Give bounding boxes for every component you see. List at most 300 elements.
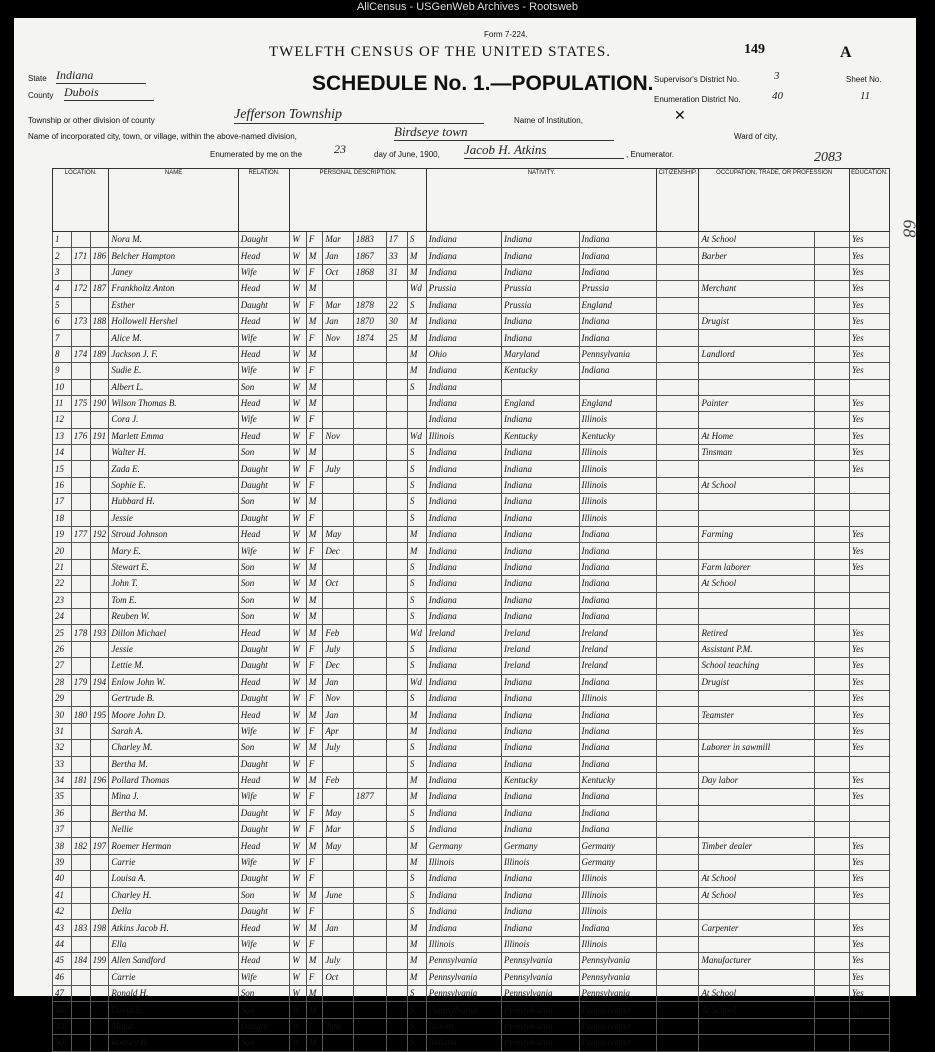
birth-month [323, 756, 354, 772]
citizenship [657, 608, 699, 624]
color: W [290, 461, 306, 477]
table-row [53, 395, 890, 411]
father-birthplace: Germany [501, 838, 579, 854]
marital-status: S [407, 641, 426, 657]
color: W [290, 363, 306, 379]
occupation: Drugist [699, 674, 814, 690]
relation: Son [238, 608, 290, 624]
marital-status: S [407, 445, 426, 461]
birth-year [353, 559, 386, 575]
relation: Daught [238, 461, 290, 477]
row-number: 35 [53, 789, 72, 805]
occupation-months [814, 608, 849, 624]
table-row [53, 543, 890, 559]
marital-status: S [407, 904, 426, 920]
occupation [699, 805, 814, 821]
sex: M [306, 608, 322, 624]
citizenship [657, 969, 699, 985]
father-birthplace: Pennsylvania [501, 953, 579, 969]
birthplace: Illinois [426, 936, 501, 952]
citizenship [657, 838, 699, 854]
birth-year [353, 887, 386, 903]
dwelling-number [71, 1035, 90, 1051]
relation: Daught [238, 1018, 290, 1034]
occupation-months [814, 723, 849, 739]
person-name: Jackson J. F. [109, 346, 238, 362]
sex: F [306, 428, 322, 444]
row-number: 6 [53, 313, 72, 329]
father-birthplace: Indiana [501, 805, 579, 821]
marital-status: S [407, 985, 426, 1001]
relation: Son [238, 592, 290, 608]
marital-status: M [407, 264, 426, 280]
mother-birthplace: Illinois [579, 871, 657, 887]
sex: M [306, 838, 322, 854]
occupation: Farming [699, 527, 814, 543]
birth-month: Nov [323, 428, 354, 444]
father-birthplace [501, 379, 579, 395]
color: W [290, 592, 306, 608]
birth-year [353, 740, 386, 756]
occupation: School teaching [699, 658, 814, 674]
state-label: State [28, 74, 47, 83]
citizenship [657, 248, 699, 264]
birthplace: Indiana [426, 789, 501, 805]
row-number: 39 [53, 854, 72, 870]
birth-year [353, 461, 386, 477]
color: W [290, 953, 306, 969]
birth-year [353, 543, 386, 559]
marital-status: M [407, 953, 426, 969]
row-number: 8 [53, 346, 72, 362]
birth-year [353, 674, 386, 690]
mother-birthplace: Indiana [579, 805, 657, 821]
age [386, 871, 407, 887]
father-birthplace: Indiana [501, 313, 579, 329]
mother-birthplace: Indiana [579, 232, 657, 248]
birthplace: Pennsylvania [426, 1002, 501, 1018]
occupation-months [814, 789, 849, 805]
table-row [53, 1002, 890, 1018]
row-number: 38 [53, 838, 72, 854]
mother-birthplace: Indiana [579, 789, 657, 805]
relation: Wife [238, 330, 290, 346]
ward-label: Ward of city, [734, 132, 778, 141]
dwelling-number [71, 1018, 90, 1034]
birthplace: Pennsylvania [426, 985, 501, 1001]
birth-year [353, 576, 386, 592]
occupation: Laborer in sawmill [699, 740, 814, 756]
person-name: Bertha M. [109, 805, 238, 821]
citizenship [657, 641, 699, 657]
citizenship [657, 264, 699, 280]
citizenship [657, 772, 699, 788]
occupation [699, 510, 814, 526]
birthplace: Indiana [426, 904, 501, 920]
mother-birthplace: Indiana [579, 264, 657, 280]
enumerator-label: , Enumerator. [626, 150, 675, 159]
row-number: 37 [53, 822, 72, 838]
family-number [90, 854, 109, 870]
mother-birthplace: Ireland [579, 625, 657, 641]
dwelling-number [71, 543, 90, 559]
dwelling-number [71, 559, 90, 575]
census-table [52, 168, 890, 1052]
age [386, 395, 407, 411]
occupation-months [814, 264, 849, 280]
occupation-months [814, 756, 849, 772]
occupation-months [814, 707, 849, 723]
father-birthplace: Pennsylvania [501, 969, 579, 985]
occupation [699, 936, 814, 952]
marital-status: S [407, 1002, 426, 1018]
person-name: Frankholtz Anton [109, 281, 238, 297]
person-name: Stroud Johnson [109, 527, 238, 543]
birth-year [353, 920, 386, 936]
birth-month: May [323, 838, 354, 854]
father-birthplace: Indiana [501, 740, 579, 756]
family-number [90, 494, 109, 510]
citizenship [657, 559, 699, 575]
age [386, 477, 407, 493]
father-birthplace: Indiana [501, 920, 579, 936]
birth-month: May [323, 527, 354, 543]
birth-month [323, 559, 354, 575]
mother-birthplace [579, 379, 657, 395]
can-read: Yes [849, 281, 889, 297]
occupation [699, 1018, 814, 1034]
marital-status: S [407, 608, 426, 624]
color: W [290, 428, 306, 444]
color: W [290, 1035, 306, 1051]
marital-status: S [407, 379, 426, 395]
person-name: Walter H. [109, 445, 238, 461]
color: W [290, 248, 306, 264]
occupation: Day labor [699, 772, 814, 788]
birth-year [353, 756, 386, 772]
family-number [90, 690, 109, 706]
row-number: 36 [53, 805, 72, 821]
education-header: EDUCATION. [849, 169, 889, 232]
birth-year [353, 838, 386, 854]
mother-birthplace: Illinois [579, 510, 657, 526]
table-row [53, 805, 890, 821]
birthplace: Indiana [426, 920, 501, 936]
person-name: Hubbard H. [109, 494, 238, 510]
father-birthplace: Indiana [501, 248, 579, 264]
marital-status: Wd [407, 428, 426, 444]
father-birthplace: Ireland [501, 658, 579, 674]
occupation-months [814, 297, 849, 313]
can-read: Yes [849, 985, 889, 1001]
color: W [290, 412, 306, 428]
mother-birthplace: Kentucky [579, 428, 657, 444]
birth-year [353, 379, 386, 395]
table-row [53, 281, 890, 297]
table-row [53, 576, 890, 592]
birthplace: Indiana [426, 379, 501, 395]
color: W [290, 264, 306, 280]
occupation: At School [699, 1002, 814, 1018]
row-number: 18 [53, 510, 72, 526]
person-name: Stewart E. [109, 559, 238, 575]
birth-month: June [323, 887, 354, 903]
birth-month: June [323, 1018, 354, 1034]
citizenship [657, 805, 699, 821]
age [386, 887, 407, 903]
table-row [53, 723, 890, 739]
family-number [90, 936, 109, 952]
birthplace: Indiana [426, 248, 501, 264]
birth-year: 1883 [353, 232, 386, 248]
birthplace: Indiana [426, 887, 501, 903]
mother-birthplace: Kentucky [579, 772, 657, 788]
family-number [90, 1018, 109, 1034]
can-read: Yes [849, 297, 889, 313]
can-read: Yes [849, 953, 889, 969]
occupation-months [814, 559, 849, 575]
birth-month: Nov [323, 330, 354, 346]
age [386, 461, 407, 477]
can-read: Yes [849, 625, 889, 641]
birth-month [323, 395, 354, 411]
citizenship [657, 330, 699, 346]
person-name: Mina J. [109, 789, 238, 805]
occupation-months [814, 936, 849, 952]
dwelling-number [71, 822, 90, 838]
relation: Head [238, 346, 290, 362]
citizenship [657, 1035, 699, 1051]
color: W [290, 740, 306, 756]
mother-birthplace: Illinois [579, 445, 657, 461]
citizenship [657, 690, 699, 706]
marital-status: M [407, 723, 426, 739]
occupation [699, 1035, 814, 1051]
sex: F [306, 904, 322, 920]
person-name: Moore John D. [109, 707, 238, 723]
row-number: 15 [53, 461, 72, 477]
mother-birthplace: Indiana [579, 363, 657, 379]
marital-status: M [407, 936, 426, 952]
table-row [53, 297, 890, 313]
person-name: Zada E. [109, 461, 238, 477]
family-number [90, 822, 109, 838]
relation: Daught [238, 904, 290, 920]
citizenship [657, 379, 699, 395]
mother-birthplace: Ireland [579, 641, 657, 657]
birth-month: Jan [323, 920, 354, 936]
age [386, 608, 407, 624]
color: W [290, 1002, 306, 1018]
color: W [290, 854, 306, 870]
age [386, 985, 407, 1001]
birth-year [353, 608, 386, 624]
mother-birthplace: Indiana [579, 674, 657, 690]
marital-status: M [407, 772, 426, 788]
can-read [849, 477, 889, 493]
birthplace: Indiana [426, 723, 501, 739]
marital-status: M [407, 920, 426, 936]
table-row [53, 510, 890, 526]
mother-birthplace: Illinois [579, 494, 657, 510]
age [386, 658, 407, 674]
relation: Head [238, 281, 290, 297]
row-number: 14 [53, 445, 72, 461]
age [386, 363, 407, 379]
can-read: Yes [849, 887, 889, 903]
row-number: 17 [53, 494, 72, 510]
citizenship [657, 281, 699, 297]
birthplace: Indiana [426, 576, 501, 592]
birthplace: Illinois [426, 854, 501, 870]
can-read: Yes [849, 854, 889, 870]
family-number: 196 [90, 772, 109, 788]
table-row [53, 707, 890, 723]
enumerated-day: 23 [334, 142, 346, 156]
family-number [90, 477, 109, 493]
marital-status: S [407, 871, 426, 887]
birth-year [353, 936, 386, 952]
occupation [699, 756, 814, 772]
relation: Son [238, 1002, 290, 1018]
can-read: Yes [849, 527, 889, 543]
family-number [90, 871, 109, 887]
occupation-months [814, 690, 849, 706]
row-number: 49 [53, 1018, 72, 1034]
supervisor-value: 3 [774, 70, 780, 82]
birth-month [323, 854, 354, 870]
birth-month: Jan [323, 248, 354, 264]
mother-birthplace: Illinois [579, 887, 657, 903]
birth-year [353, 477, 386, 493]
family-number [90, 264, 109, 280]
can-read: Yes [849, 789, 889, 805]
birth-month: Feb [323, 625, 354, 641]
color: W [290, 871, 306, 887]
occupation [699, 494, 814, 510]
person-name: David E. [109, 1002, 238, 1018]
mother-birthplace: Pennsylvania [579, 953, 657, 969]
dwelling-number: 174 [71, 346, 90, 362]
relation: Head [238, 313, 290, 329]
age [386, 969, 407, 985]
family-number [90, 904, 109, 920]
sex: M [306, 559, 322, 575]
table-row [53, 494, 890, 510]
marital-status: M [407, 363, 426, 379]
birth-year: 1877 [353, 789, 386, 805]
table-row [53, 363, 890, 379]
mother-birthplace: Indiana [579, 756, 657, 772]
citizenship [657, 740, 699, 756]
age [386, 904, 407, 920]
can-read: Yes [849, 264, 889, 280]
occupation-months [814, 1035, 849, 1051]
dwelling-number: 179 [71, 674, 90, 690]
birth-month [323, 1002, 354, 1018]
table-row [53, 789, 890, 805]
occupation-months [814, 576, 849, 592]
table-row [53, 887, 890, 903]
citizenship [657, 1002, 699, 1018]
occupation [699, 412, 814, 428]
sheet-value: 11 [860, 90, 871, 102]
dwelling-number [71, 690, 90, 706]
mother-birthplace: Pennsylvania [579, 1035, 657, 1051]
birth-year [353, 1035, 386, 1051]
family-number [90, 232, 109, 248]
birthplace: Indiana [426, 445, 501, 461]
relation: Daught [238, 641, 290, 657]
column-headers [53, 169, 890, 232]
age: 22 [386, 297, 407, 313]
birth-year [353, 871, 386, 887]
occupation [699, 264, 814, 280]
relation: Son [238, 985, 290, 1001]
person-name: Jessie [109, 510, 238, 526]
nativity-header: NATIVITY. [426, 169, 656, 232]
birthplace: Indiana [426, 330, 501, 346]
occupation: Tinsman [699, 445, 814, 461]
mother-birthplace: Illinois [579, 461, 657, 477]
color: W [290, 985, 306, 1001]
father-birthplace: Pennsylvania [501, 1018, 579, 1034]
occupation [699, 363, 814, 379]
citizenship-header: CITIZENSHIP. [657, 169, 699, 232]
can-read [849, 379, 889, 395]
occupation-months [814, 969, 849, 985]
birthplace: Indiana [426, 395, 501, 411]
table-row [53, 969, 890, 985]
birthplace: Indiana [426, 232, 501, 248]
birthplace: Indiana [426, 559, 501, 575]
dwelling-number [71, 477, 90, 493]
sex: F [306, 363, 322, 379]
stamp-number: 2083 [814, 150, 842, 165]
mother-birthplace: Indiana [579, 822, 657, 838]
family-number [90, 740, 109, 756]
dwelling-number: 173 [71, 313, 90, 329]
occupation-months [814, 854, 849, 870]
color: W [290, 772, 306, 788]
family-number [90, 789, 109, 805]
dwelling-number [71, 445, 90, 461]
father-birthplace: England [501, 395, 579, 411]
mother-birthplace: Illinois [579, 936, 657, 952]
age [386, 805, 407, 821]
person-name: Rodney B. [109, 1035, 238, 1051]
birth-month: Oct [323, 264, 354, 280]
color: W [290, 379, 306, 395]
table-row [53, 740, 890, 756]
birth-month [323, 412, 354, 428]
table-row [53, 854, 890, 870]
birthplace: Indiana [426, 477, 501, 493]
age [386, 772, 407, 788]
color: W [290, 510, 306, 526]
dwelling-number [71, 985, 90, 1001]
father-birthplace: Kentucky [501, 772, 579, 788]
dwelling-number: 183 [71, 920, 90, 936]
citizenship [657, 985, 699, 1001]
sex: F [306, 264, 322, 280]
marital-status: M [407, 707, 426, 723]
color: W [290, 756, 306, 772]
occupation-months [814, 822, 849, 838]
dwelling-number [71, 756, 90, 772]
row-number: 25 [53, 625, 72, 641]
person-name: Cora J. [109, 412, 238, 428]
